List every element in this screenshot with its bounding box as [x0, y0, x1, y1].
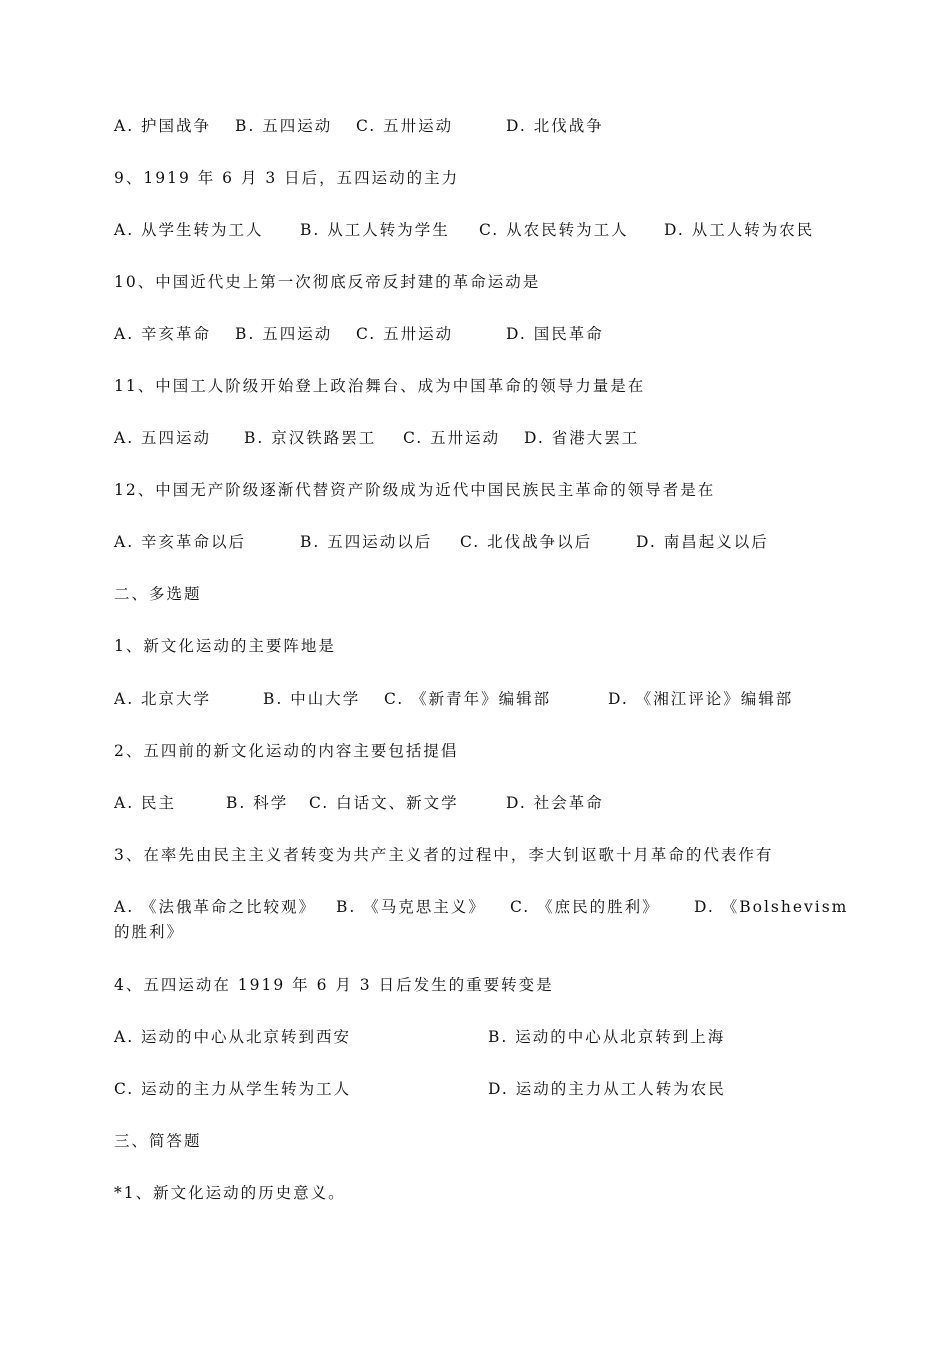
- q11-option-d: D. 省港大罢工: [524, 429, 640, 447]
- q10-option-d: D. 国民革命: [506, 325, 604, 343]
- m2-option-d: D. 社会革命: [506, 794, 604, 812]
- q8-option-d: D. 北伐战争: [506, 117, 604, 135]
- m1-option-c: C. 《新青年》编辑部: [384, 690, 552, 708]
- m2-option-a: A. 民主: [114, 794, 177, 812]
- q11-option-a: A. 五四运动: [114, 429, 212, 447]
- q12-option-a: A. 辛亥革命以后: [114, 533, 247, 551]
- q8-option-c: C. 五卅运动: [356, 117, 454, 135]
- m4-option-d: D. 运动的主力从工人转为农民: [488, 1080, 726, 1098]
- q10-option-c: C. 五卅运动: [356, 325, 454, 343]
- q12-question: 12、中国无产阶级逐渐代替资产阶级成为近代中国民族民主革命的领导者是在: [114, 481, 716, 499]
- m4-option-b: B. 运动的中心从北京转到上海: [488, 1028, 726, 1046]
- section-heading-multiple-choice: 二、多选题: [114, 585, 202, 603]
- q10-option-b: B. 五四运动: [235, 325, 333, 343]
- q12-option-c: C. 北伐战争以后: [460, 533, 593, 551]
- m4-option-c: C. 运动的主力从学生转为工人: [114, 1080, 352, 1098]
- m3-question: 3、在率先由民主主义者转变为共产主义者的过程中，李大钊讴歌十月革命的代表作有: [114, 846, 774, 864]
- m1-question: 1、新文化运动的主要阵地是: [114, 637, 336, 655]
- q8-option-b: B. 五四运动: [235, 117, 333, 135]
- q9-option-b: B. 从工人转为学生: [300, 221, 450, 239]
- q11-option-b: B. 京汉铁路罢工: [244, 429, 377, 447]
- m2-question: 2、五四前的新文化运动的内容主要包括提倡: [114, 742, 459, 760]
- s1-question: *1、新文化运动的历史意义。: [114, 1184, 346, 1202]
- q10-question: 10、中国近代史上第一次彻底反帝反封建的革命运动是: [114, 273, 541, 291]
- q12-option-b: B. 五四运动以后: [300, 533, 433, 551]
- m2-option-b: B. 科学: [226, 794, 289, 812]
- q10-option-a: A. 辛亥革命: [114, 325, 212, 343]
- q11-question: 11、中国工人阶级开始登上政治舞台、成为中国革命的领导力量是在: [114, 377, 646, 395]
- q9-option-a: A. 从学生转为工人: [114, 221, 264, 239]
- q9-option-d: D. 从工人转为农民: [664, 221, 815, 239]
- m3-option-a: A. 《法俄革命之比较观》: [114, 898, 317, 916]
- m3-option-d-continued: 的胜利》: [114, 923, 185, 941]
- m3-option-c: C. 《庶民的胜利》: [510, 898, 660, 916]
- q9-option-c: C. 从农民转为工人: [479, 221, 629, 239]
- m2-option-c: C. 白话文、新文学: [309, 794, 459, 812]
- m4-option-a: A. 运动的中心从北京转到西安: [114, 1028, 352, 1046]
- m3-option-b: B. 《马克思主义》: [336, 898, 486, 916]
- m1-option-b: B. 中山大学: [263, 690, 361, 708]
- m3-option-d: D. 《Bolshevism: [694, 898, 849, 916]
- m4-question: 4、五四运动在 1919 年 6 月 3 日后发生的重要转变是: [114, 976, 554, 994]
- m1-option-d: D. 《湘江评论》编辑部: [608, 690, 794, 708]
- q9-question: 9、1919 年 6 月 3 日后，五四运动的主力: [114, 169, 460, 187]
- m1-option-a: A. 北京大学: [114, 690, 212, 708]
- q8-option-a: A. 护国战争: [114, 117, 212, 135]
- q11-option-c: C. 五卅运动: [403, 429, 501, 447]
- section-heading-short-answer: 三、简答题: [114, 1132, 202, 1150]
- q12-option-d: D. 南昌起义以后: [636, 533, 769, 551]
